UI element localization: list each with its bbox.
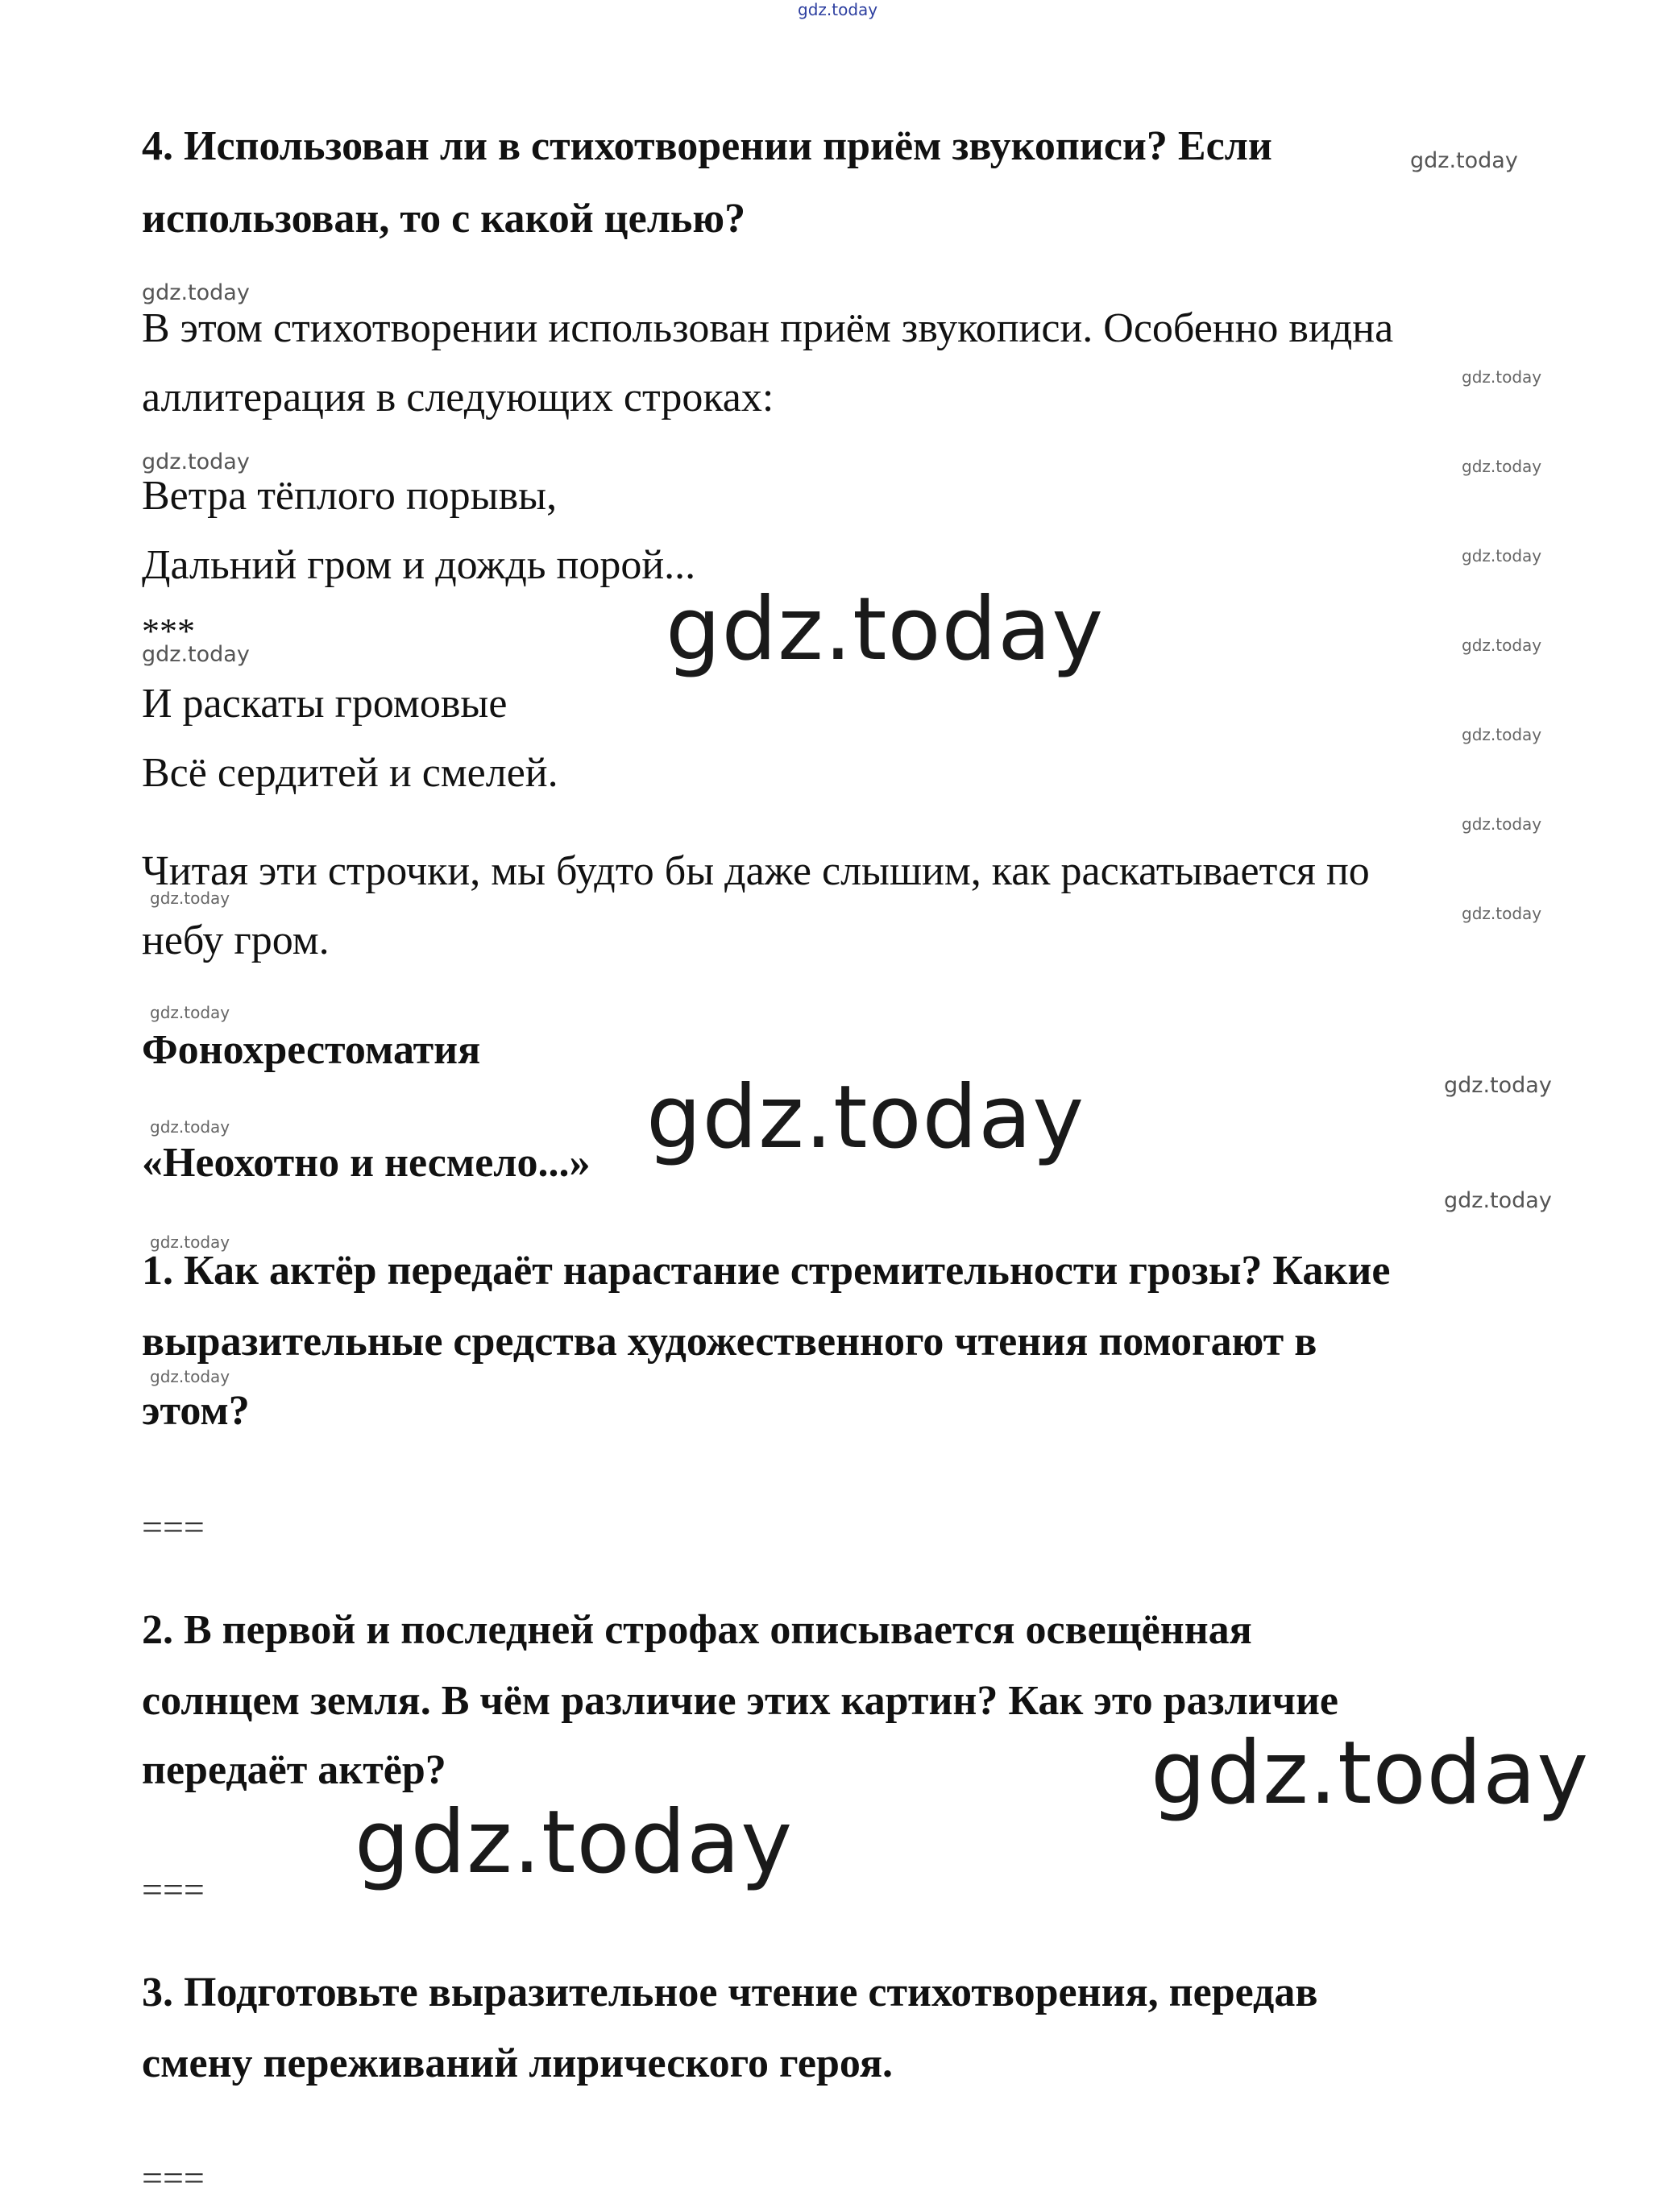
followup-question-3-line-2: смену переживаний лирического героя.	[142, 2040, 894, 2086]
followup-question-1-line-1: 1. Как актёр передаёт нарастание стремительности грозы? Какие	[142, 1248, 1391, 1294]
answer-placeholder-separator: ===	[142, 1506, 205, 1547]
watermark-large: gdz.today	[646, 1067, 1085, 1168]
watermark-large: gdz.today	[1151, 1723, 1590, 1824]
watermark-tiny: gdz.today	[150, 1367, 230, 1386]
poem-line-4: Всё сердитей и смелей.	[142, 750, 558, 796]
answer-paragraph-1-line-1: В этом стихотворении использован приём звукописи. Особенно видна	[142, 305, 1394, 351]
watermark-small: gdz.today	[1444, 1073, 1552, 1098]
poem-line-3: И раскаты громовые	[142, 681, 508, 727]
followup-question-2-line-2: солнцем земля. В чём различие этих картин? Как это различие	[142, 1678, 1338, 1724]
watermark-tiny: gdz.today	[1462, 725, 1542, 744]
watermark-tiny: gdz.today	[150, 1117, 230, 1137]
watermark-tiny: gdz.today	[150, 1003, 230, 1022]
watermark-tiny: gdz.today	[150, 1232, 230, 1252]
watermark-tiny: gdz.today	[1462, 636, 1542, 655]
watermark-small: gdz.today	[1444, 1188, 1552, 1213]
watermark-top: gdz.today	[798, 0, 878, 19]
poem-title: «Неохотно и несмело...»	[142, 1140, 591, 1186]
watermark-small: gdz.today	[142, 449, 250, 474]
followup-question-2-line-1: 2. В первой и последней строфах описывается освещённая	[142, 1607, 1252, 1653]
watermark-tiny: gdz.today	[1462, 814, 1542, 834]
followup-question-1-line-2: выразительные средства художественного чтения помогают в	[142, 1319, 1317, 1365]
poem-line-2: Дальний гром и дождь порой...	[142, 542, 696, 588]
watermark-small: gdz.today	[1410, 148, 1518, 173]
poem-stanza-separator: ***	[142, 611, 195, 651]
watermark-tiny: gdz.today	[150, 889, 230, 908]
followup-question-2-line-3: передаёт актёр?	[142, 1747, 446, 1793]
answer-placeholder-separator: ===	[142, 1869, 205, 1910]
answer-paragraph-1-line-2: аллитерация в следующих строках:	[142, 375, 774, 420]
section-title: Фонохрестоматия	[142, 1027, 481, 1073]
answer-paragraph-2-line-2: небу гром.	[142, 918, 330, 963]
followup-question-1-line-3: этом?	[142, 1388, 250, 1434]
watermark-tiny: gdz.today	[1462, 457, 1542, 476]
poem-line-1: Ветра тёплого порывы,	[142, 473, 558, 519]
answer-placeholder-separator: ===	[142, 2157, 205, 2198]
watermark-large: gdz.today	[666, 579, 1105, 680]
followup-question-3-line-1: 3. Подготовьте выразительное чтение стихотворения, передав	[142, 1970, 1318, 2015]
watermark-tiny: gdz.today	[1462, 367, 1542, 387]
watermark-tiny: gdz.today	[1462, 546, 1542, 565]
watermark-small: gdz.today	[142, 642, 250, 667]
watermark-tiny: gdz.today	[1462, 904, 1542, 923]
question-4-line-2: использован, то с какой целью?	[142, 196, 746, 242]
watermark-large: gdz.today	[355, 1792, 794, 1893]
answer-paragraph-2-line-1: Читая эти строчки, мы будто бы даже слышим, как раскатывается по	[142, 848, 1370, 894]
watermark-small: gdz.today	[142, 280, 250, 305]
question-4-line-1: 4. Использован ли в стихотворении приём звукописи? Если	[142, 123, 1272, 169]
